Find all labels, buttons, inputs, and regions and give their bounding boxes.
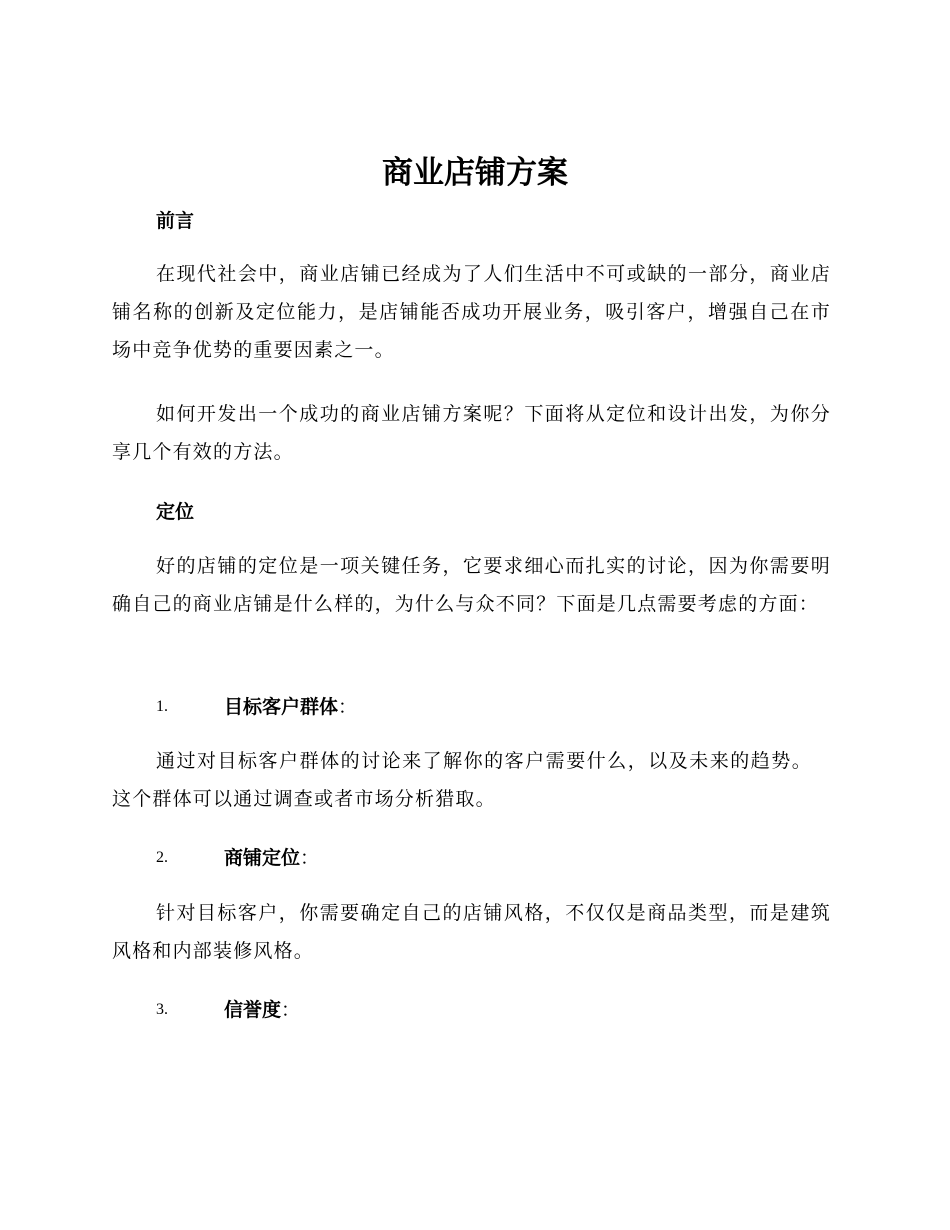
list-item-label — [224, 692, 357, 722]
list-number: 3. — [156, 1001, 168, 1018]
paragraph: 在现代社会中，商业店铺已经成为了人们生活中不可或缺的一部分，商业店铺名称的创新及定位能力，是店铺能否成功开展业务，吸引客户，增强自己在市场中竞争优势的重要因素之一。 — [112, 263, 831, 361]
list-label-text: 信誉度 — [224, 999, 282, 1021]
paragraph: 如何开发出一个成功的商业店铺方案呢？下面将从定位和设计出发，为你分享几个有效的方法。 — [112, 403, 831, 463]
list-item-label — [224, 995, 300, 1025]
list-number: 1. — [156, 698, 168, 715]
list-item-description: 针对目标客户，你需要确定自己的店铺风格，不仅仅是商品类型，而是建筑风格和内部装修风格。 — [112, 902, 831, 962]
section-heading-preface: 前言 — [156, 210, 195, 232]
list-label-text: 目标客户群体 — [224, 696, 339, 718]
paragraph: 好的店铺的定位是一项关键任务，它要求细心而扎实的讨论，因为你需要明确自己的商业店铺是什么样的，为什么与众不同？下面是几点需要考虑的方面： — [112, 555, 831, 615]
list-item-description: 通过对目标客户群体的讨论来了解你的客户需要什么，以及未来的趋势。这个群体可以通过调查或者市场分析猎取。 — [112, 750, 812, 810]
list-colon: ： — [300, 847, 320, 869]
list-colon: ： — [338, 696, 358, 718]
list-label-text: 商铺定位 — [224, 847, 301, 869]
document-title: 商业店铺方案 — [382, 155, 568, 191]
section-heading-positioning: 定位 — [156, 501, 195, 523]
list-number: 2. — [156, 849, 168, 866]
list-item-label — [224, 843, 319, 873]
list-colon: ： — [281, 999, 301, 1021]
